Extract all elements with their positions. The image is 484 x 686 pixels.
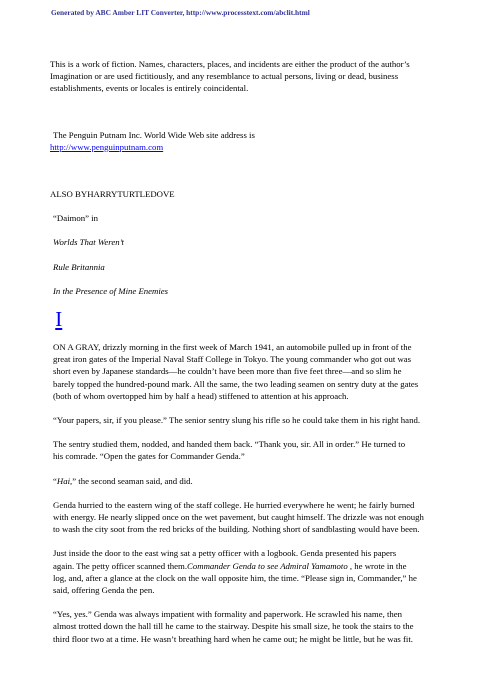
body-line: (both of whom overtopped him by half a head) stiffened to attention at his approach. — [53, 390, 349, 401]
publisher-paragraph — [50, 129, 442, 141]
chapter-link[interactable]: I — [55, 307, 63, 332]
also-by-presence-title: In the Presence of Mine Enemies — [53, 285, 169, 296]
publisher-website-link[interactable]: http://www.penguinputnam.com — [50, 141, 164, 152]
chapter-heading — [50, 307, 442, 331]
body-open-quote: “ — [53, 475, 57, 486]
body-paragraph-2 — [50, 414, 442, 426]
body-line: The sentry studied them, nodded, and handed them back. “Thank you, sir. All in order.” He turned to — [53, 439, 406, 450]
body-paragraph-6 — [50, 547, 442, 596]
body-line: Genda hurried to the eastern wing of the staff college. He hurried everywhere he went; he fairly burned — [53, 499, 415, 510]
body-line: ,” the second seaman said, and did. — [70, 475, 193, 486]
body-line: third floor two at a time. He wasn’t breathing hard when he came out; he might be little, but he was fit. — [53, 633, 413, 644]
body-line: barely topped the hundred-pound mark. All the same, the two leading seamen on sentry duty at the gates — [53, 378, 419, 389]
publisher-text: The Penguin Putnam Inc. World Wide Web site address is — [53, 129, 255, 140]
body-paragraph-7 — [50, 608, 442, 645]
body-paragraph-1 — [50, 341, 442, 402]
body-paragraph-4 — [50, 475, 442, 487]
body-line: his comrade. “Open the gates for Commander Genda.” — [53, 451, 245, 462]
body-line: “Your papers, sir, if you please.” The senior sentry slung his rifle so he could take them in his right hand. — [53, 415, 421, 426]
disclaimer-line: establishments, events or locales is entirely coincidental. — [50, 83, 249, 94]
publisher-link-paragraph — [50, 141, 442, 153]
body-line: Just inside the door to the east wing sat a petty officer with a logbook. Genda presented his papers — [53, 548, 397, 559]
also-by-daimon: “Daimon” in — [53, 213, 98, 224]
body-line: great iron gates of the Imperial Naval Staff College in Tokyo. The young commander who got out was — [53, 354, 412, 365]
disclaimer-paragraph — [50, 58, 442, 95]
also-by-heading: ALSO BYHARRYTURTLEDOVE — [50, 189, 175, 200]
disclaimer-line: This is a work of fiction. Names, characters, places, and incidents are either the product of the author’s — [50, 59, 410, 69]
body-paragraph-5 — [50, 499, 442, 536]
also-by-rule-title: Rule Britannia — [53, 261, 105, 272]
body-line: short even by Japanese standards—he couldn’t have been more than five feet three—and so slim he — [53, 366, 402, 377]
document-content — [50, 58, 442, 645]
also-by-worlds-title: Worlds That Weren’t — [53, 237, 124, 248]
also-by-rule — [50, 261, 442, 273]
body-italic-word: Hai — [56, 475, 71, 486]
body-line: “Yes, yes.” Genda was always impatient with formality and paperwork. He scrawled his name, then — [53, 609, 403, 620]
body-line: almost trotted down the hall till he came to the stairway. Despite his small size, he took the stairs to the — [53, 621, 414, 632]
also-by-presence — [50, 285, 442, 297]
body-paragraph-3 — [50, 438, 442, 462]
disclaimer-line: Imagination or are used fictitiously, and any resemblance to actual persons, living or dead, business — [50, 71, 399, 82]
body-line: ON A GRAY, drizzly morning in the first week of March 1941, an automobile pulled up in front of the — [53, 342, 412, 353]
converter-header: Generated by ABC Amber LIT Converter, http://www.processtext.com/abclit.html — [51, 8, 310, 17]
body-line: to wash the city soot from the red bricks of the building. Nothing short of sandblasting would have been. — [53, 524, 420, 535]
body-text: , he wrote in the — [347, 560, 407, 571]
body-text: again. The petty officer scanned them. — [53, 560, 188, 571]
body-line-mixed — [53, 560, 442, 572]
body-line: log, and, after a glance at the clock on the wall opposite him, the time. “Please sign in, Commander,” he — [53, 572, 417, 583]
body-italic-phrase: Commander Genda to see Admiral Yamamoto — [187, 560, 348, 571]
body-line: said, offering Genda the pen. — [53, 585, 155, 596]
body-line: with energy. He nearly slipped once on the wet pavement, but caught himself. The drizzle was not enough — [53, 512, 424, 523]
also-by-worlds — [50, 236, 442, 248]
